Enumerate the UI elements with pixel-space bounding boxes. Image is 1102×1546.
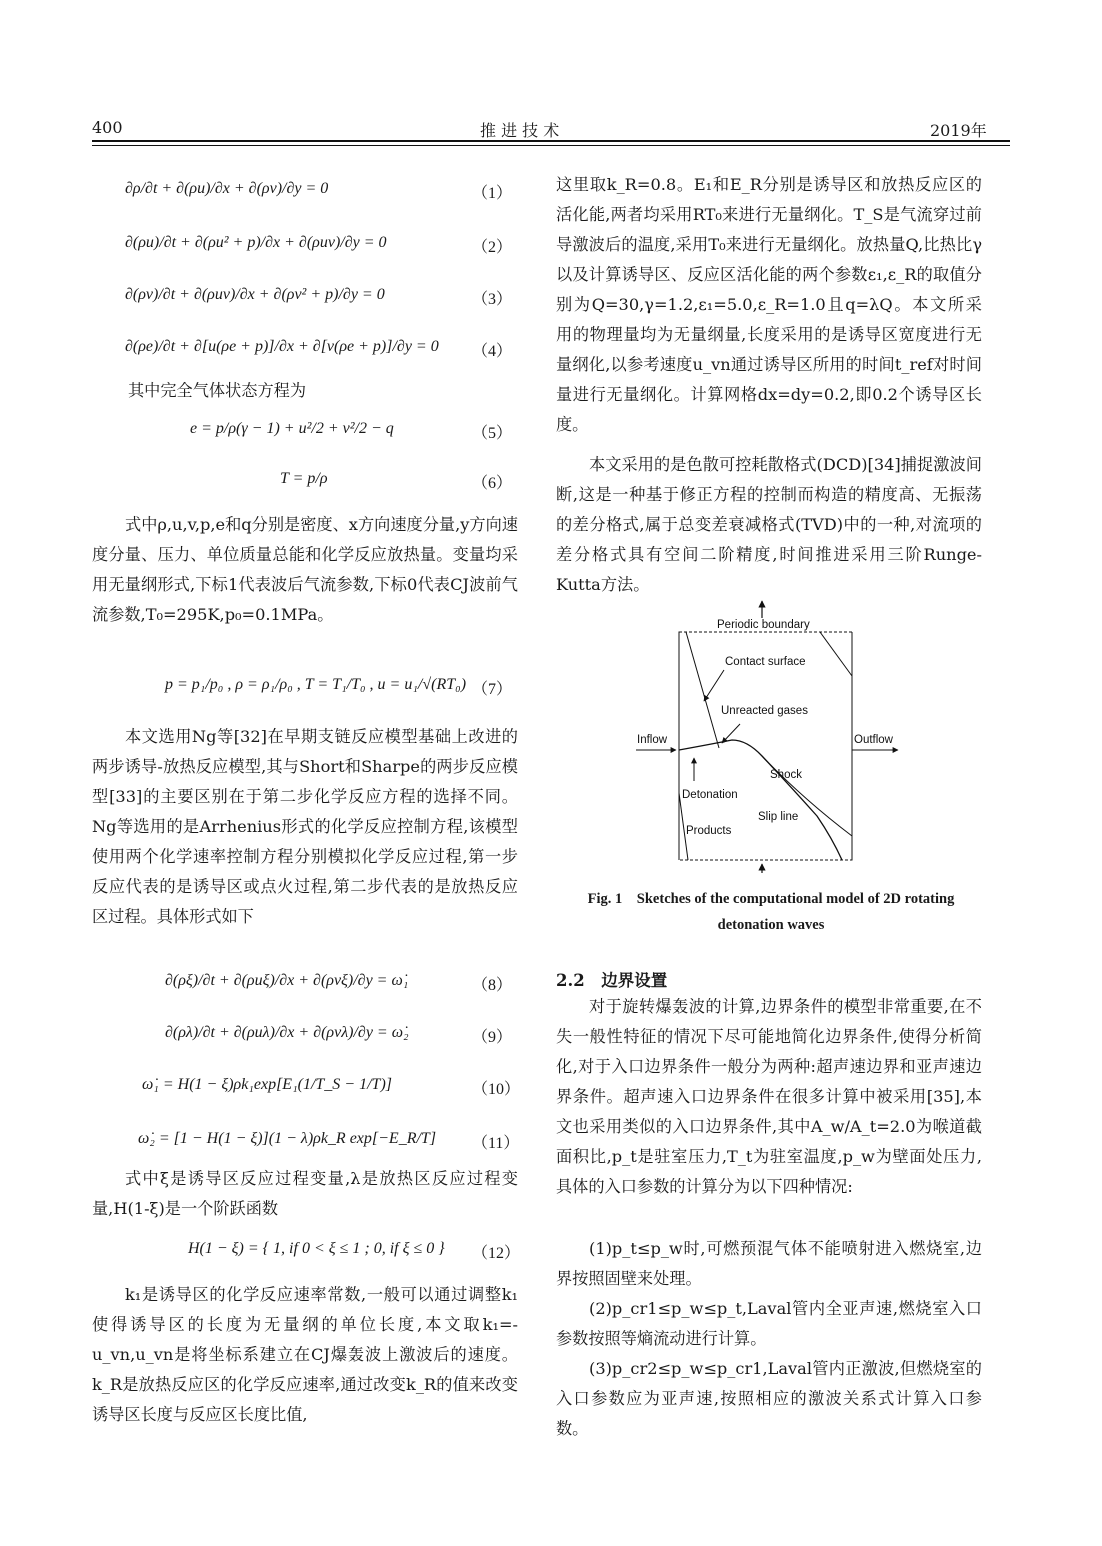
equation-12-number: （12） (472, 1245, 521, 1262)
equation-12: H(1 − ξ) = { 1, if 0 < ξ ≤ 1 ; 0, if ξ ≤ 0 } (188, 1240, 445, 1257)
equation-3-number: （3） (472, 291, 513, 308)
rate-constant-paragraph: k₁是诱导区的化学反应速率常数,一般可以通过调整k₁使得诱导区的长度为无量纲的单位长度,本文取k₁=-u_vn,u_vn是将坐标系建立在CJ爆轰波上激波后的速度。k_R是放热反应区的化学反应速率,通过改变k_R的值来改变诱导区长度与反应区长度比值, (92, 1285, 518, 1424)
contact-surface-label: Contact surface (725, 656, 806, 668)
equation-9: ∂(ρλ)/∂t + ∂(ρuλ)/∂x + ∂(ρvλ)/∂y = ω̇₂ (165, 1024, 409, 1041)
slip-line-label: Slip line (758, 811, 799, 823)
contact-surface-line (686, 632, 719, 748)
computational-model-figure (632, 598, 902, 873)
case-1-paragraph: (1)p_t≤p_w时,可燃预混气体不能喷射进入燃烧室,边界按照固壁来处理。 (556, 1239, 982, 1288)
case-2-paragraph: (2)p_cr1≤p_w≤p_t,Laval管内全亚声速,燃烧室入口参数按照等熵流动进行计算。 (556, 1299, 982, 1348)
journal-name: 推 进 技 术 (480, 121, 560, 140)
header-rule-thin (92, 145, 1010, 146)
equation-9-number: （9） (472, 1029, 513, 1046)
equation-8: ∂(ρξ)/∂t + ∂(ρuξ)/∂x + ∂(ρvξ)/∂y = ω̇₁ (165, 972, 409, 989)
dcd-scheme-paragraph: 本文采用的是色散可控耗散格式(DCD)[34]捕捉激波间断,这是一种基于修正方程的控制而构造的精度高、无振荡的差分格式,属于总变差衰减格式(TVD)中的一种,对流项的差分格式具有空间二阶精度,时间推进采用三阶Runge-Kutta方法。 (556, 455, 982, 594)
equation-6: T = p/ρ (280, 470, 328, 487)
equation-8-number: （8） (472, 977, 513, 994)
inflow-label: Inflow (637, 734, 668, 746)
year: 2019年 (930, 121, 987, 140)
equation-3: ∂(ρv)/∂t + ∂(ρuv)/∂x + ∂(ρv² + p)/∂y = 0 (125, 286, 385, 303)
equation-10: ω̇₁ = H(1 − ξ)ρk₁exp[E₁(1/T_S − 1/T)] (142, 1076, 392, 1093)
figure-caption-line1: Fig. 1 Sketches of the computational model of 2D rotating (587, 891, 955, 907)
equation-7: p = p₁/p₀ , ρ = ρ₁/ρ₀ , T = T₁/T₀ , u = u₁/√(RT₀) (165, 676, 467, 693)
equation-4: ∂(ρe)/∂t + ∂[u(ρe + p)]/∂x + ∂[v(ρe + p)]/∂y = 0 (125, 338, 439, 355)
detonation-label: Detonation (682, 789, 738, 801)
variables-paragraph: 式中ρ,u,v,p,e和q分别是密度、x方向速度分量,y方向速度分量、压力、单位质量总能和化学反应放热量。变量均采用无量纲形式,下标1代表波后气流参数,下标0代表CJ波前气流参数,T₀=295K,p₀=0.1MPa。 (92, 515, 518, 624)
step-function-paragraph: 式中ξ是诱导区反应过程变量,λ是放热区反应过程变量,H(1-ξ)是一个阶跃函数 (92, 1169, 518, 1218)
unreacted-gases-label: Unreacted gases (721, 705, 808, 717)
reaction-model-paragraph: 本文选用Ng等[32]在早期支链反应模型基础上改进的两步诱导-放热反应模型,其与Short和Sharpe的两步反应模型[33]的主要区别在于第二步化学反应方程的选择不同。Ng等选用的是Arrhenius形式的化学反应控制方程,该模型使用两个化学速率控制方程分别模拟化学反应过程,第一步反应代表的是诱导区或点火过程,第二步代表的是放热反应区过程。具体形式如下 (92, 727, 518, 926)
equation-5-number: （5） (472, 425, 513, 442)
case-3-paragraph: (3)p_cr2≤p_w≤p_cr1,Laval管内正激波,但燃烧室的入口参数应为亚声速,按照相应的激波关系式计算入口参数。 (556, 1359, 982, 1438)
parameters-paragraph: 这里取k_R=0.8。E₁和E_R分别是诱导区和放热反应区的活化能,两者均采用RT₀来进行无量纲化。T_S是气流穿过前导激波后的温度,采用T₀来进行无量纲化。放热量Q,比热比γ以及计算诱导区、反应区活化能的两个参数ε₁,ε_R的取值分别为Q=30,γ=1.2,ε₁=5.0,ε_R=1.0且q=λQ。本文所采用的物理量均为无量纲量,长度采用的是诱导区宽度进行无量纲化,以参考速度u_vn通过诱导区所用的时间t_ref对时间量进行无量纲化。计算网格dx=dy=0.2,即0.2个诱导区长度。 (556, 175, 982, 434)
equation-7-number: （7） (472, 681, 513, 698)
equation-4-number: （4） (472, 343, 513, 360)
figure-caption-line2: detonation waves (717, 917, 825, 933)
equation-10-number: （10） (472, 1081, 521, 1098)
section-heading: 2.2 边界设置 (556, 971, 668, 990)
equation-6-number: （6） (472, 475, 513, 492)
shock-label: Shock (770, 769, 802, 781)
equation-11-number: （11） (472, 1135, 520, 1152)
equation-1-number: （1） (472, 185, 513, 202)
slip-line (762, 756, 852, 836)
equation-1: ∂ρ/∂t + ∂(ρu)/∂x + ∂(ρv)/∂y = 0 (125, 180, 329, 197)
equation-11: ω̇₂ = [1 − H(1 − ξ)](1 − λ)ρk_R exp[−E_R/T] (138, 1130, 437, 1147)
equation-2: ∂(ρu)/∂t + ∂(ρu² + p)/∂x + ∂(ρuv)/∂y = 0 (125, 234, 387, 251)
equation-5: e = p/ρ(γ − 1) + u²/2 + v²/2 − q (190, 420, 394, 437)
equation-2-number: （2） (472, 239, 513, 256)
boundary-conditions-paragraph: 对于旋转爆轰波的计算,边界条件的模型非常重要,在不失一般性特征的情况下尽可能地简化边界条件,使得分析简化,对于入口边界条件一般分为两种:超声速边界和亚声速边界条件。超声速入口边界条件在很多计算中被采用[35],本文也采用类似的入口边界条件,其中A_w/A_t=2.0为喉道截面积比,p_t是驻室压力,T_t为驻室温度,p_w为壁面处压力,具体的入口参数的计算分为以下四种情况: (556, 997, 982, 1196)
state-equation-intro: 其中完全气体状态方程为 (128, 381, 307, 400)
products-label: Products (686, 825, 732, 837)
header-rule-thick (92, 140, 1010, 142)
periodic-boundary-label: Periodic boundary (717, 619, 810, 631)
contact-surface-line-upper (820, 632, 852, 676)
outflow-label: Outflow (854, 734, 893, 746)
page-number: 400 (92, 118, 123, 137)
contact-arrow (704, 670, 724, 701)
